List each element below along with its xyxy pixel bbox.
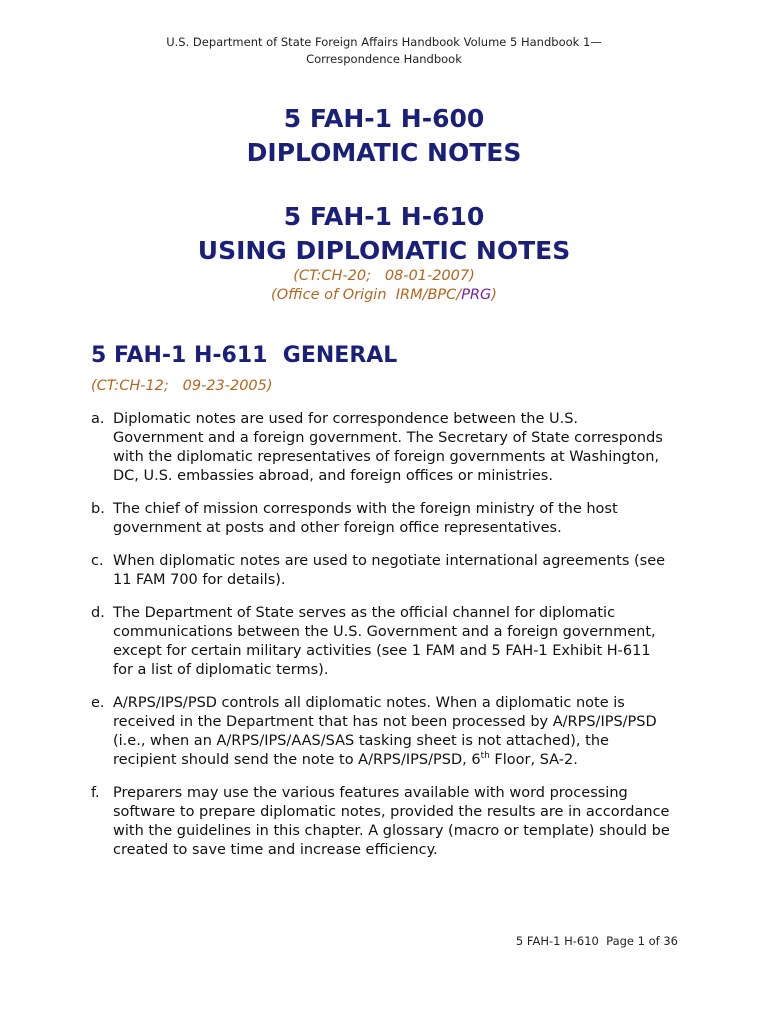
- chapter-code: 5 FAH-1 H-600: [283, 104, 485, 133]
- subchapter-title: [0, 200, 768, 268]
- paragraph-text-main: A/RPS/IPS/PSD controls all diplomatic notes. When a diplomatic note is received in the Department that has not been processed by A/RPS/IPS/PSD (i.e., when an A/RPS/IPS/AAS/SAS tasking sheet is not attached), the recipient should send the note to A/RPS/IPS/PSD, 6: [113, 695, 657, 768]
- subchapter-meta: [0, 267, 768, 305]
- section-title: 5 FAH-1 H-611 GENERAL: [91, 343, 398, 368]
- office-of-origin: [0, 286, 768, 305]
- paragraph-label: d.: [91, 605, 105, 621]
- paragraph-text: [113, 694, 671, 770]
- page-footer: 5 FAH-1 H-610 Page 1 of 36: [515, 934, 678, 948]
- paragraph-label: a.: [91, 411, 105, 427]
- paragraph-f: [91, 784, 671, 860]
- section-meta: (CT:CH-12; 09-23-2005): [91, 378, 273, 394]
- running-header: [100, 34, 668, 68]
- office-prefix: (Office of Origin IRM/BPC/: [271, 287, 462, 303]
- office-prg-link[interactable]: PRG: [461, 287, 492, 303]
- ordinal-suffix: th: [480, 751, 490, 762]
- chapter-name: DIPLOMATIC NOTES: [246, 138, 522, 167]
- paragraph-label: c.: [91, 553, 104, 569]
- paragraph-d: [91, 604, 671, 680]
- header-line-1: U.S. Department of State Foreign Affairs Handbook Volume 5 Handbook 1—: [166, 35, 602, 49]
- paragraph-a: [91, 410, 671, 486]
- change-transmittal: (CT:CH-20; 08-01-2007): [293, 268, 475, 284]
- paragraph-text: The chief of mission corresponds with the foreign ministry of the host government at posts and other foreign office representatives.: [113, 501, 618, 536]
- paragraph-label: b.: [91, 501, 105, 517]
- paragraph-e: [91, 694, 671, 770]
- paragraph-text: Preparers may use the various features available with word processing software to prepare diplomatic notes, provided the results are in accordance with the guidelines in this chapter. A glossary (macro or template) should be created to save time and increase efficiency.: [113, 785, 670, 858]
- paragraph-text: The Department of State serves as the official channel for diplomatic communications between the U.S. Government and a foreign government, except for certain military activities (see 1 FAM and 5 FAH-1 Exhibit H-611 for a list of diplomatic terms).: [113, 605, 656, 678]
- office-suffix: ): [491, 287, 497, 303]
- header-line-2: Correspondence Handbook: [306, 52, 462, 66]
- paragraph-text: Diplomatic notes are used for correspondence between the U.S. Government and a foreign government. The Secretary of State corresponds with the diplomatic representatives of foreign governments at Washington, DC, U.S. embassies abroad, and foreign offices or ministries.: [113, 411, 663, 484]
- paragraph-text-tail: Floor, SA-2.: [489, 752, 578, 768]
- paragraph-text: When diplomatic notes are used to negotiate international agreements (see 11 FAM 700 for details).: [113, 553, 666, 588]
- chapter-title: [0, 102, 768, 170]
- paragraph-label: e.: [91, 695, 105, 711]
- paragraph-b: [91, 500, 671, 538]
- paragraph-list: [91, 410, 671, 874]
- subchapter-code: 5 FAH-1 H-610: [283, 202, 485, 231]
- subchapter-name: USING DIPLOMATIC NOTES: [197, 236, 571, 265]
- paragraph-label: f.: [91, 785, 100, 801]
- paragraph-c: [91, 552, 671, 590]
